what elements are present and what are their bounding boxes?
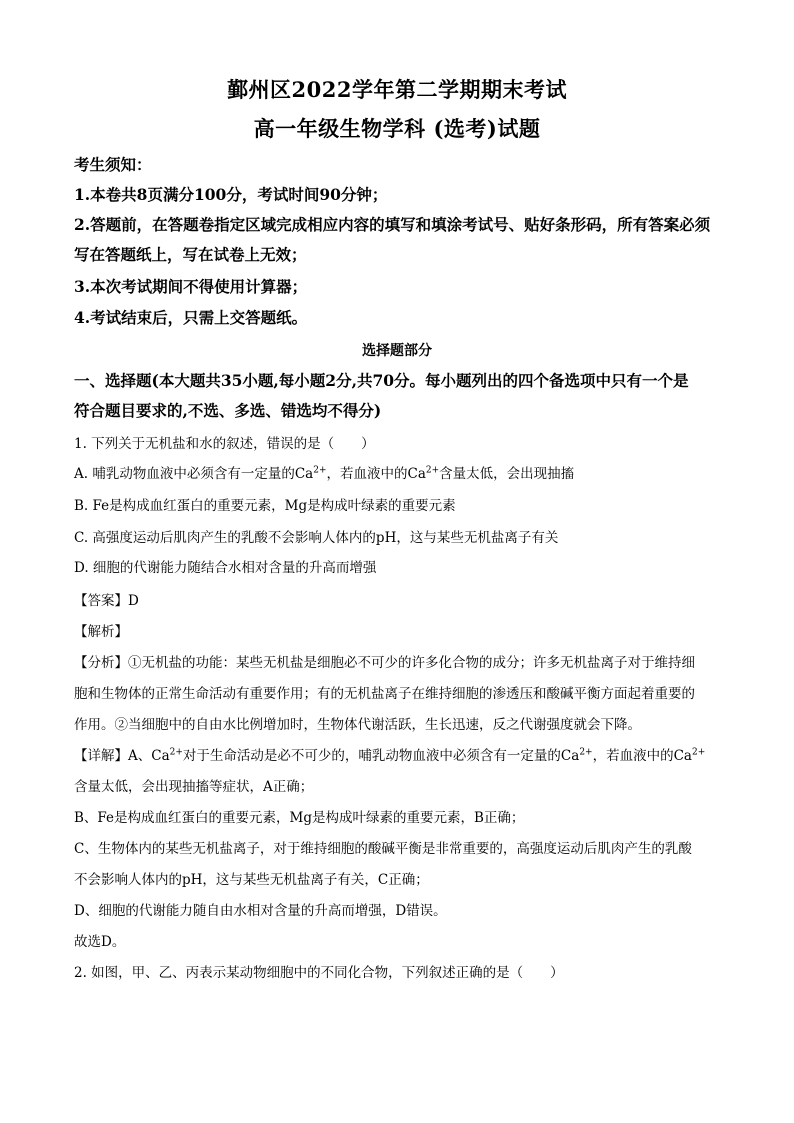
q1-conclusion: 故选D。 <box>74 934 126 950</box>
q1-detail-a-cont: 含量太低，会出现抽搐等症状，A正确； <box>74 779 314 795</box>
notice-item-1: 1.本卷共8页满分100分，考试时间90分钟； <box>74 185 388 204</box>
q1-detail-b: B、Fe是构成血红蛋白的重要元素，Mg是构成叶绿素的重要元素，B正确； <box>74 810 525 826</box>
notice-heading: 考生须知： <box>74 155 152 174</box>
q1-detail-d: D、细胞的代谢能力随自由水相对含量的升高而增强，D错误。 <box>74 903 447 919</box>
q1-analysis-2: 胞和生物体的正常生命活动有重要作用；有的无机盐离子在维持细胞的渗透压和酸碱平衡方面起着重要的 <box>74 686 695 702</box>
q2-stem: 2. 如图，甲、乙、丙表示某动物细胞中的不同化合物，下列叙述正确的是（ ） <box>74 965 564 981</box>
q1-option-a: A. 哺乳动物血液中必须含有一定量的$Ca^{2+}$，若血液中的$Ca^{2+}$含量太低，会出现抽搐 <box>74 465 575 482</box>
notice-item-2-cont: 写在答题纸上，写在试卷上无效； <box>74 245 307 264</box>
q1-detail-a: 【详解】A、$Ca^{2+}$对于生命活动是必不可少的，哺乳动物血液中必须含有一定量的$Ca^{2+}$，若血液中的$Ca^{2+}$ <box>74 747 706 764</box>
notice-item-2: 2.答题前，在答题卷指定区域完成相应内容的填写和填涂考试号、贴好条形码，所有答案必须 <box>74 215 711 234</box>
exam-subtitle: 高一年级生物学科 (选考)试题 <box>253 116 541 141</box>
notice-item-4: 4.考试结束后，只需上交答题纸。 <box>74 308 308 327</box>
q1-answer: 【答案】D <box>74 593 139 609</box>
exam-title: 鄞州区2022学年第二学期期末考试 <box>227 77 567 102</box>
q1-detail-c-cont: 不会影响人体内的pH，这与某些无机盐离子有关，C正确； <box>74 872 429 888</box>
q1-option-c: C. 高强度运动后肌肉产生的乳酸不会影响人体内的pH，这与某些无机盐离子有关 <box>74 530 559 546</box>
q1-analysis-1: 【分析】①无机盐的功能：某些无机盐是细胞必不可少的许多化合物的成分；许多无机盐离子对于维持细 <box>74 655 695 671</box>
part1-instructions-1: 一、选择题(本大题共35小题,每小题2分,共70分。每小题列出的四个备选项中只有一个是 <box>74 371 689 390</box>
section-title: 选择题部分 <box>362 343 432 359</box>
part1-instructions-2: 符合题目要求的,不选、多选、错选均不得分) <box>74 401 382 420</box>
q1-detail-c: C、生物体内的某些无机盐离子，对于维持细胞的酸碱平衡是非常重要的，高强度运动后肌肉产生的乳酸 <box>74 841 692 857</box>
q1-analysis-3: 作用。②当细胞中的自由水比例增加时，生物体代谢活跃，生长迅速，反之代谢强度就会下降。 <box>74 717 641 733</box>
q1-option-b: B. Fe是构成血红蛋白的重要元素，Mg是构成叶绿素的重要元素 <box>74 498 456 514</box>
q1-option-d: D. 细胞的代谢能力随结合水相对含量的升高而增强 <box>74 560 377 576</box>
q1-analysis-label: 【解析】 <box>74 624 128 640</box>
q1-stem: 1. 下列关于无机盐和水的叙述，错误的是（ ） <box>74 436 375 452</box>
notice-item-3: 3.本次考试期间不得使用计算器； <box>74 277 308 296</box>
